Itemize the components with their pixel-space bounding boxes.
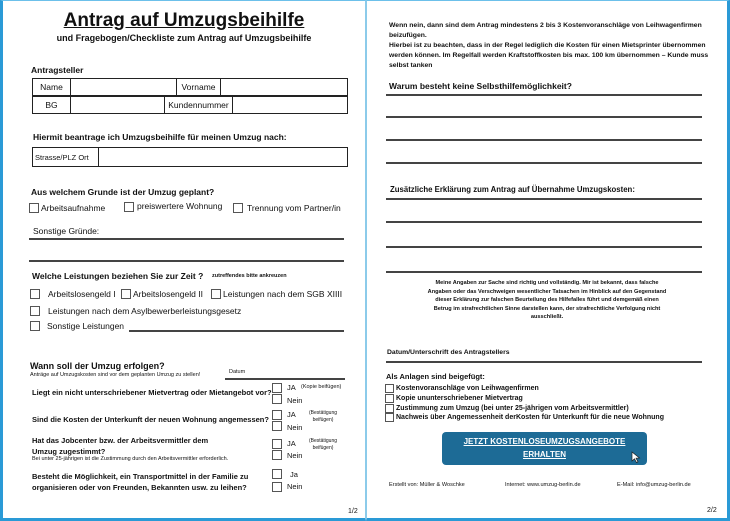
rental-intro-line-1: Wenn nein, dann sind dem Antrag mindestens 2 bis 3 Kostenvoranschläge von Leihwagenfirmen beizufügen. xyxy=(389,22,702,39)
question-4-no-label: Nein xyxy=(287,482,303,491)
question-1-yes-checkbox[interactable] xyxy=(272,383,282,393)
applicant-table-row2 xyxy=(32,96,348,114)
reason-cheaper-label: preiswertere Wohnung xyxy=(137,201,223,211)
self-help-line-3[interactable] xyxy=(386,139,702,141)
question-2-no-label: Nein xyxy=(287,423,303,432)
other-reasons-label: Sonstige Gründe: xyxy=(33,226,100,236)
benefit-alg1-checkbox[interactable] xyxy=(30,289,40,299)
question-1-no-checkbox[interactable] xyxy=(272,394,282,404)
reason-work-checkbox[interactable] xyxy=(29,203,39,213)
page-subtitle: und Fragebogen/Checkliste zum Antrag auf Umzugsbeihilfe xyxy=(56,33,312,43)
benefit-asyl-checkbox[interactable] xyxy=(30,306,40,316)
mouse-pointer-icon xyxy=(631,451,641,463)
footer-created-by: Erstellt von: Müller & Woschke xyxy=(389,482,465,488)
attachment-checkbox[interactable] xyxy=(385,413,394,422)
reason-separation-checkbox[interactable] xyxy=(233,203,243,213)
extra-statement-heading: Zusätzliche Erklärung zum Antrag auf Übernahme Umzugskosten: xyxy=(390,185,635,194)
question-4-no-checkbox[interactable] xyxy=(272,482,282,492)
attachments-heading: Als Anlagen sind beigefügt: xyxy=(386,372,485,381)
question-1-hint: (Kopie beifügen) xyxy=(301,384,342,390)
question-2-yes-checkbox[interactable] xyxy=(272,410,282,420)
reason-work-label: Arbeitsaufnahme xyxy=(41,203,106,213)
question-3-no-checkbox[interactable] xyxy=(272,450,282,460)
question-3-no-label: Nein xyxy=(287,451,303,460)
question-1-text: Liegt ein nicht unterschriebener Mietvertrag oder Mietangebot vor? xyxy=(32,388,272,397)
attachment-checkbox[interactable] xyxy=(385,384,394,393)
name-field[interactable] xyxy=(71,79,177,96)
destination-heading: Hiermit beantrage ich Umzugsbeihilfe für meinen Umzug nach: xyxy=(33,132,287,142)
question-1-yes-label: JA xyxy=(287,383,296,392)
question-3-yes-checkbox[interactable] xyxy=(272,439,282,449)
question-2-text: Sind die Kosten der Unterkunft der neuen Wohnung angemessen? xyxy=(32,415,269,424)
extra-line-1[interactable] xyxy=(386,198,702,200)
customer-no-field[interactable] xyxy=(233,97,348,114)
question-3-text: Hat das Jobcenter bzw. der Arbeitsvermittler dem Umzug zugestimmt? xyxy=(32,436,209,456)
question-4-yes-label: Ja xyxy=(290,470,298,479)
self-help-line-2[interactable] xyxy=(386,116,702,118)
benefit-other-checkbox[interactable] xyxy=(30,321,40,331)
benefits-heading: Welche Leistungen beziehen Sie zur Zeit ? xyxy=(32,271,204,281)
declaration-text: Meine Angaben zur Sache sind richtig und vollständig. Mir ist bekannt, dass falsche Angaben oder das Verschweigen wesentlicher Tatsachen im Hinblick auf den Gegenstand dieser Erklärung zur falschen Beurteilung des Hilfefalles führt und demgemäß einen Betrug im strafrechtlichen Sinne darstellen kann, der strafrechtliche Verfolgung nicht ausschließt. xyxy=(427,280,667,321)
attachment-checkbox[interactable] xyxy=(385,394,394,403)
benefit-sgb-checkbox[interactable] xyxy=(211,289,221,299)
rental-intro-text xyxy=(389,21,709,71)
self-help-line-4[interactable] xyxy=(386,162,702,164)
benefit-other-label: Sonstige Leistungen xyxy=(47,321,125,331)
question-4-text: Besteht die Möglichkeit, ein Transportmittel in der Familie zu organisieren oder von Freunden, Bekannten usw. zu leihen? xyxy=(32,472,249,492)
reason-separation-label: Trennung vom Partner/in xyxy=(247,203,341,213)
applicant-heading: Antragsteller xyxy=(31,65,84,75)
firstname-label: Vorname xyxy=(177,79,221,96)
other-reasons-line-2[interactable] xyxy=(29,260,344,262)
question-1-no-label: Nein xyxy=(287,396,303,405)
extra-line-4[interactable] xyxy=(386,271,702,273)
name-label: Name xyxy=(33,79,71,96)
question-2-hint: (Bestätigung beifügen) xyxy=(308,410,338,423)
rental-intro-line-2: Hierbei ist zu beachten, dass in der Regel lediglich die Kosten für einen Mietsprinter übernommen werden können. Im Regelfall werden Kraftstoffkosten bis max. 100 km übernommen – Kunde muss selbst tanken xyxy=(389,42,709,69)
question-2-no-checkbox[interactable] xyxy=(272,421,282,431)
attachment-item[interactable] xyxy=(385,413,664,422)
date-field[interactable] xyxy=(225,378,345,380)
benefits-hint: zutreffendes bitte ankreuzen xyxy=(212,273,287,279)
reasons-heading: Aus welchem Grunde ist der Umzug geplant? xyxy=(31,187,215,197)
benefit-asyl-label: Leistungen nach dem Asylbewerberleistungsgesetz xyxy=(48,306,242,316)
attachment-item[interactable] xyxy=(385,394,523,403)
form-page-2 xyxy=(366,0,730,521)
bg-field[interactable] xyxy=(71,97,165,114)
attachment-label: Nachweis über Angemessenheit derKosten für Unterkunft für die neue Wohnung xyxy=(396,414,664,421)
benefit-other-line[interactable] xyxy=(129,330,344,332)
extra-line-2[interactable] xyxy=(386,221,702,223)
destination-table xyxy=(32,147,348,167)
attachment-label: Kopie ununterschriebener Mietvertrag xyxy=(396,395,523,402)
question-3-hint: (Bestätigung beifügen) xyxy=(308,438,338,451)
attachment-checkbox[interactable] xyxy=(385,404,394,413)
question-4-yes-checkbox[interactable] xyxy=(272,469,282,479)
self-help-line-1[interactable] xyxy=(386,94,702,96)
footer-website-link[interactable]: Internet: www.umzug-berlin.de xyxy=(505,482,581,488)
attachment-label: Kostenvoranschläge von Leihwagenfirmen xyxy=(396,385,539,392)
footer-email-link[interactable]: E-Mail: info@umzug-berlin.de xyxy=(617,482,691,488)
benefit-alg2-checkbox[interactable] xyxy=(121,289,131,299)
attachment-item[interactable] xyxy=(385,384,539,393)
self-help-heading: Warum besteht keine Selbsthilfemöglichkeit? xyxy=(389,81,572,91)
page-title: Antrag auf Umzugsbeihilfe xyxy=(63,10,305,31)
attachment-item[interactable] xyxy=(385,404,629,413)
question-3-note: Bei unter 25-jährigen ist die Zustimmung durch den Arbeitsvermittler erforderlich. xyxy=(32,456,229,462)
page-number: 1/2 xyxy=(348,508,358,515)
bg-label: BG xyxy=(33,97,71,114)
firstname-field[interactable] xyxy=(221,79,348,96)
question-3-yes-label: JA xyxy=(287,439,296,448)
when-note: Anträge auf Umzugskosten sind vor dem geplanten Umzug zu stellen! xyxy=(30,372,201,378)
address-field[interactable] xyxy=(99,148,348,167)
question-2-yes-label: JA xyxy=(287,410,296,419)
applicant-table xyxy=(32,78,348,96)
page-number: 2/2 xyxy=(707,507,717,514)
date-label: Datum xyxy=(229,369,246,375)
when-heading: Wann soll der Umzug erfolgen? xyxy=(30,361,165,371)
cta-label: JETZT KOSTENLOSEUMZUGSANGEBOTE ERHALTEN xyxy=(463,437,626,459)
address-label: Strasse/PLZ Ort xyxy=(33,148,99,167)
other-reasons-line-1[interactable] xyxy=(29,238,344,240)
benefit-alg2-label: Arbeitslosengeld II xyxy=(133,289,203,299)
customer-no-label: Kundennummer xyxy=(165,97,233,114)
attachment-label: Zustimmung zum Umzug (bei unter 25-jährigen vom Arbeitsvermittler) xyxy=(396,405,629,412)
benefit-alg1-label: Arbeitslosengeld I xyxy=(48,289,116,299)
extra-line-3[interactable] xyxy=(386,246,702,248)
signature-label: Datum/Unterschrift des Antragstellers xyxy=(387,349,510,356)
reason-cheaper-checkbox[interactable] xyxy=(124,202,134,212)
benefit-sgb-label: Leistungen nach dem SGB XIIII xyxy=(223,289,343,299)
signature-line[interactable] xyxy=(386,361,702,363)
get-moving-offers-button[interactable] xyxy=(442,432,647,465)
